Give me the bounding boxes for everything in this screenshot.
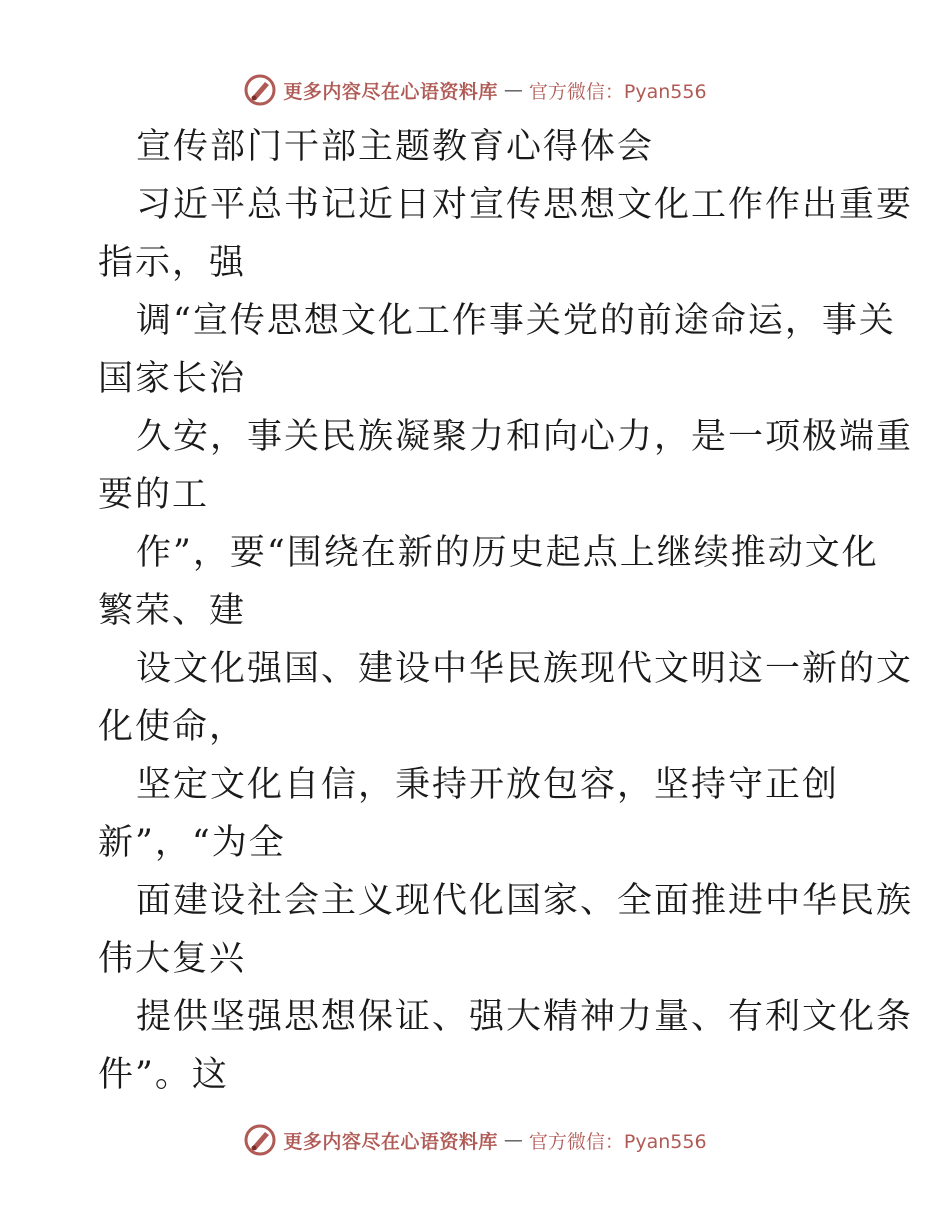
paragraph-line: 新”，“为全 (98, 823, 286, 863)
paragraph-line: 设文化强国、建设中华民族现代文明这一新的文 (136, 649, 914, 689)
document-body (98, 118, 914, 1104)
paragraph-line: 国家长治 (98, 359, 247, 399)
paragraph-line: 习近平总书记近日对宣传思想文化工作作出重要 (136, 185, 914, 225)
paragraph-line: 提供坚强思想保证、强大精神力量、有利文化条 (136, 997, 914, 1037)
paragraph-line: 要的工 (98, 475, 210, 515)
watermark-separator: — (503, 1129, 523, 1151)
paragraph-line: 件”。这 (98, 1055, 229, 1095)
brush-pen-logo-icon (243, 1123, 277, 1157)
paragraph-line: 久安，事关民族凝聚力和向心力，是一项极端重 (136, 417, 914, 457)
watermark-text: 更多内容尽在心语资料库 (283, 80, 498, 103)
watermark-header (0, 70, 950, 110)
paragraph-line: 伟大复兴 (98, 939, 247, 979)
watermark-contact: 官方微信：Pyan556 (528, 80, 707, 103)
brush-pen-logo-icon (243, 73, 277, 107)
watermark-separator: — (503, 79, 523, 101)
paragraph-line: 作”，要“围绕在新的历史起点上继续推动文化 (136, 533, 879, 573)
paragraph-line: 化使命， (98, 707, 247, 747)
watermark-footer (0, 1120, 950, 1160)
paragraph-line: 调“宣传思想文化工作事关党的前途命运，事关 (136, 301, 896, 341)
paragraph-line: 指示，强 (98, 243, 247, 283)
paragraph-line: 繁荣、建 (98, 591, 247, 631)
document-title: 宣传部门干部主题教育心得体会 (136, 127, 655, 167)
paragraph-line: 面建设社会主义现代化国家、全面推进中华民族 (136, 881, 914, 921)
watermark-contact: 官方微信：Pyan556 (528, 1130, 707, 1153)
paragraph-line: 坚定文化自信，秉持开放包容，坚持守正创 (136, 765, 840, 805)
watermark-text: 更多内容尽在心语资料库 (283, 1130, 498, 1153)
